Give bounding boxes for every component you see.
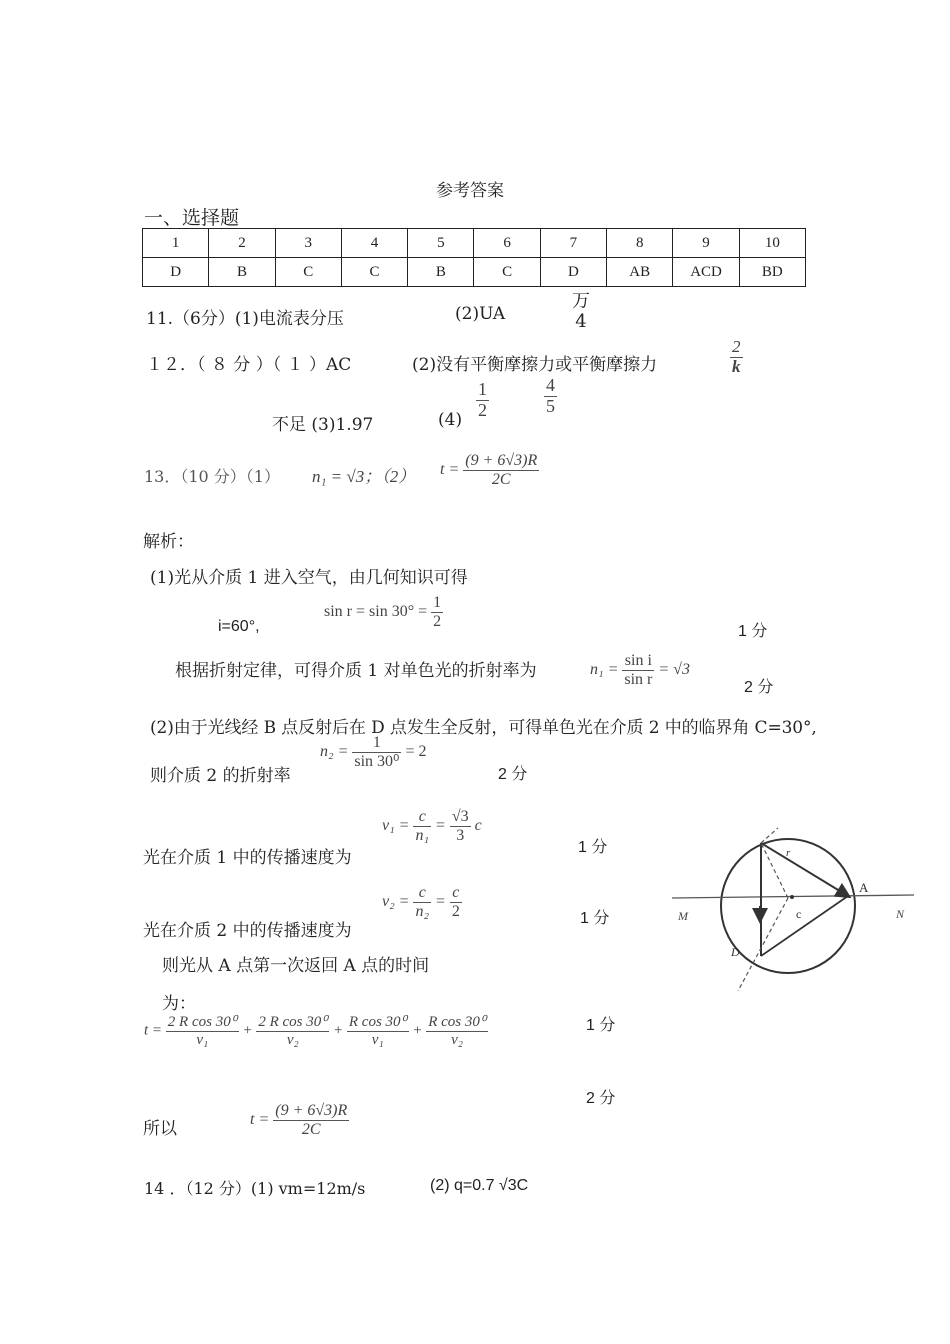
score: 2 分 — [498, 766, 528, 783]
sinr-equation: sin r = sin 30° = $\frac{1}{2}$ — [324, 594, 442, 630]
table-cell: 5 — [408, 229, 474, 258]
analysis-p9: 所以 — [143, 1119, 177, 1139]
table-cell: D — [143, 258, 209, 287]
q12-frac-45: $\frac{4}{5}$ — [546, 375, 555, 416]
table-cell: 6 — [474, 229, 540, 258]
n1-equation: n₁ = $\frac{\text{sin i}}{\text{sin r}}$ = √3 — [590, 652, 690, 688]
q14-part2: (2) q=0.7 √3C — [430, 1177, 529, 1194]
q13-label: 13．（10 分）（1） — [144, 467, 280, 486]
v1-equation: v₁ = $\frac{c}{\text{n₁}}$ = $\frac{√3}{3}$ c — [382, 808, 482, 844]
table-cell: B — [209, 258, 275, 287]
label-m: M — [678, 909, 688, 923]
table-row — [143, 258, 806, 287]
analysis-p1: (1)光从介质 1 进入空气，由几何知识可得 — [150, 568, 468, 588]
score: 1 分 — [586, 1017, 616, 1034]
time-result: t = $\frac{(9 + 6√3)R}{2C}$ — [250, 1102, 348, 1138]
table-row — [143, 229, 806, 258]
center-point — [790, 895, 794, 899]
q11-label: 11.（6分）(1)电流表分压 — [146, 309, 344, 329]
label-n: N — [896, 907, 905, 921]
q12-label: １２．（ ８ 分 ）（ １ ）AC — [146, 355, 352, 375]
analysis-p2: 根据折射定律，可得介质 1 对单色光的折射率为 — [175, 661, 537, 681]
label-r: r — [786, 847, 791, 859]
score: 2 分 — [744, 679, 774, 696]
table-cell: C — [341, 258, 407, 287]
score: 1 分 — [580, 910, 610, 927]
page-title: 参考答案 — [436, 181, 504, 201]
table-cell: 1 — [143, 229, 209, 258]
table-cell: 3 — [275, 229, 341, 258]
table-cell: AB — [607, 258, 673, 287]
score: 2 分 — [586, 1090, 616, 1107]
table-cell: 8 — [607, 229, 673, 258]
analysis-p8: 为： — [162, 994, 196, 1014]
time-sum-equation: t = $\frac{\text{2 R cos 30⁰}}{\text{v₁}}$ + $\frac{\text{2 R cos 30⁰}}{\text{v₂}}$ + $\frac{\text{R cos 30⁰}}{\text{v₁}}$ + $\frac{\text{R cos 30⁰}}{\text{v₂}}$ — [144, 1014, 486, 1048]
table-cell: 9 — [673, 229, 739, 258]
table-cell: C — [275, 258, 341, 287]
q12-frac-2k: $\frac{2}{k}$ — [732, 337, 741, 376]
label-a: A — [859, 880, 869, 895]
table-cell: 7 — [540, 229, 606, 258]
answer-table — [142, 228, 806, 287]
q14-label: 14 ．（12 分）(1) vm=12m/s — [144, 1179, 366, 1198]
table-cell: 2 — [209, 229, 275, 258]
q12-part4: (4) — [438, 410, 463, 430]
q12-frac-half: $\frac{1}{2}$ — [478, 379, 487, 420]
score: 1 分 — [738, 623, 768, 640]
table-cell: B — [408, 258, 474, 287]
label-d: D — [731, 945, 740, 959]
analysis-p7: 则光从 A 点第一次返回 A 点的时间 — [162, 956, 430, 976]
n2-equation: n₂ = $\frac{1}{\text{sin 30⁰}}$ = 2 — [320, 734, 427, 770]
analysis-p4: 则介质 2 的折射率 — [150, 766, 291, 786]
q11-part2: (2)UA — [455, 304, 506, 324]
q12-line2: 不足 (3)1.97 — [272, 415, 374, 435]
incident-angle: i=60°, — [218, 618, 260, 635]
ray-path — [760, 843, 848, 956]
q13-t: t = $\frac{(9 + 6√3)R}{2C}$ — [440, 452, 538, 488]
table-cell: C — [474, 258, 540, 287]
table-cell: 10 — [739, 229, 805, 258]
section-heading: 一、选择题 — [144, 207, 240, 229]
score: 1 分 — [578, 839, 608, 856]
label-c: c — [796, 907, 802, 921]
q11-fraction: 万 4 — [572, 291, 590, 332]
analysis-p3: (2)由于光线经 B 点反射后在 D 点发生全反射，可得单色光在介质 2 中的临界角 C=30°, — [150, 718, 817, 738]
table-cell: ACD — [673, 258, 739, 287]
analysis-heading: 解析： — [143, 532, 194, 552]
analysis-p6: 光在介质 2 中的传播速度为 — [143, 921, 352, 941]
optics-diagram — [668, 826, 918, 996]
analysis-p5: 光在介质 1 中的传播速度为 — [143, 848, 352, 868]
table-cell: BD — [739, 258, 805, 287]
table-cell: 4 — [341, 229, 407, 258]
q13-n1: n₁ = √3；（2） — [312, 467, 416, 486]
v2-equation: v₂ = $\frac{c}{\text{n₂}}$ = $\frac{c}{2}$ — [382, 884, 460, 920]
dashed-lines — [738, 828, 788, 991]
q12-part2: (2)没有平衡摩擦力或平衡摩擦力 — [412, 355, 658, 375]
table-cell: D — [540, 258, 606, 287]
